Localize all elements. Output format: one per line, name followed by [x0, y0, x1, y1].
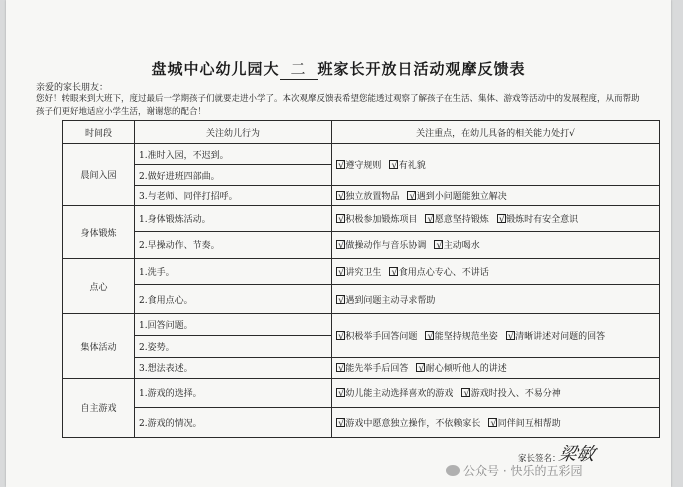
ability-option[interactable]	[407, 189, 506, 202]
ability-label: 能坚持规范坐姿	[434, 332, 498, 343]
ability-label: 耐心倾听他人的讲述	[425, 364, 507, 375]
checkbox[interactable]	[336, 331, 345, 343]
ability-label: 独立放置物品	[345, 192, 400, 203]
period-cell: 集体活动	[63, 314, 135, 379]
checkmark: √	[338, 417, 345, 429]
period-cell: 晨间入园	[63, 144, 135, 206]
ability-label: 食用点心专心、不讲话	[398, 268, 489, 279]
feedback-form-page	[6, 0, 671, 487]
ability-option[interactable]	[336, 189, 399, 202]
greeting: 亲爱的家长朋友：	[36, 83, 109, 93]
behavior-cell: 1.身体锻炼活动。	[135, 206, 332, 232]
ability-option[interactable]	[434, 238, 479, 251]
ability-label: 清晰讲述对问题的回答	[515, 332, 606, 343]
ability-option[interactable]	[488, 416, 560, 429]
ability-option[interactable]	[336, 361, 408, 374]
behavior-cell: 2.游戏的情况。	[135, 407, 332, 437]
ability-option[interactable]	[336, 329, 417, 342]
ability-cell	[332, 285, 660, 314]
checkmark: √	[498, 214, 506, 226]
ability-cell	[332, 314, 660, 357]
ability-option[interactable]	[336, 212, 417, 225]
checkbox[interactable]	[416, 363, 425, 375]
period-cell: 身体锻炼	[63, 206, 135, 258]
ability-label: 游戏中愿意独立操作，不依赖家长	[345, 418, 481, 429]
checkbox[interactable]	[336, 267, 345, 279]
checkbox[interactable]	[336, 240, 345, 252]
ability-label: 同伴间互相帮助	[497, 418, 561, 429]
ability-label: 有礼貌	[398, 161, 426, 172]
checkbox[interactable]	[497, 214, 506, 226]
intro-paragraph: 您好！转眼来到大班下，度过最后一学期孩子们就要走进小学了。本次观摩反馈表希望您能透过观察了解孩子在生活、集体、游戏等活动中的发展程度，从而帮助孩子们更好地适应小学生活，谢谢您的配合！	[36, 94, 640, 117]
behavior-cell: 2.做好进班四部曲。	[135, 165, 332, 186]
ability-label: 能先举手后回答	[345, 364, 409, 375]
checkbox[interactable]	[336, 363, 345, 375]
checkmark: √	[338, 214, 345, 226]
behavior-cell: 3.与老师、同伴打招呼。	[135, 186, 332, 206]
table-row	[63, 314, 660, 335]
signature-label: 家长签名：	[518, 454, 561, 464]
period-cell: 点心	[63, 258, 135, 314]
ability-cell	[332, 206, 660, 232]
ability-cell	[332, 258, 660, 285]
checkmark: √	[338, 160, 345, 172]
ability-label: 积极举手回答问题	[345, 332, 418, 343]
ability-label: 主动喝水	[443, 241, 480, 252]
behavior-cell: 1.准时入园，不迟到。	[135, 144, 332, 165]
ability-label: 遇到小问题能独立解决	[416, 192, 507, 203]
table-row	[63, 407, 660, 437]
ability-label: 遇到问题主动寻求帮助	[345, 295, 436, 306]
checkmark: √	[338, 363, 345, 375]
ability-label: 愿意坚持锻炼	[434, 215, 489, 226]
period-cell: 自主游戏	[63, 378, 135, 437]
behavior-cell: 1.洗手。	[135, 258, 332, 285]
checkbox[interactable]	[407, 191, 416, 203]
ability-option[interactable]	[336, 416, 480, 429]
ability-label: 做操动作与音乐协调	[345, 241, 427, 252]
ability-cell	[332, 231, 660, 258]
checkmark: √	[338, 240, 345, 252]
ability-option[interactable]	[425, 212, 488, 225]
behavior-cell: 1.回答问题。	[135, 314, 332, 335]
ability-option[interactable]	[389, 158, 425, 171]
behavior-cell: 3.想法表述。	[135, 357, 332, 378]
feedback-table	[62, 120, 660, 438]
ability-option[interactable]	[336, 293, 435, 306]
checkbox[interactable]	[389, 267, 398, 279]
checkmark: √	[338, 191, 345, 203]
checkmark: √	[427, 331, 434, 343]
checkbox[interactable]	[425, 331, 434, 343]
behavior-cell: 2.食用点心。	[135, 285, 332, 314]
checkmark: √	[391, 160, 398, 172]
ability-option[interactable]	[497, 212, 578, 225]
checkbox[interactable]	[336, 191, 345, 203]
checkmark: √	[391, 267, 398, 279]
table-row	[63, 285, 660, 314]
ability-option[interactable]	[461, 386, 560, 399]
checkmark: √	[436, 240, 443, 252]
table-row	[63, 206, 660, 232]
checkmark: √	[338, 388, 345, 400]
checkmark: √	[338, 267, 345, 279]
class-number: 二	[280, 58, 318, 80]
checkmark: √	[338, 331, 345, 343]
checkmark: √	[338, 294, 345, 306]
ability-cell	[332, 407, 660, 437]
header-behavior: 关注幼儿行为	[135, 121, 332, 144]
behavior-cell: 1.游戏的选择。	[135, 378, 332, 407]
checkbox[interactable]	[425, 214, 434, 226]
ability-cell	[332, 357, 660, 378]
ability-label: 游戏时投入、不易分神	[470, 389, 561, 400]
checkmark: √	[418, 363, 425, 375]
table-row	[63, 144, 660, 165]
checkmark: √	[427, 214, 434, 226]
ability-option[interactable]	[336, 265, 381, 278]
table-row	[63, 258, 660, 285]
table-row	[63, 231, 660, 258]
ability-label: 锻炼时有安全意识	[506, 215, 579, 226]
ability-label: 积极参加锻炼项目	[345, 215, 418, 226]
checkbox[interactable]	[506, 331, 515, 343]
wechat-icon	[446, 465, 460, 476]
ability-option[interactable]	[336, 158, 381, 171]
header-focus: 关注重点，在幼儿具备的相关能力处打√	[332, 121, 660, 144]
checkmark: √	[409, 191, 416, 203]
checkbox[interactable]	[336, 214, 345, 226]
ability-option[interactable]	[506, 329, 605, 342]
ability-option[interactable]	[389, 265, 488, 278]
checkbox[interactable]	[336, 418, 345, 427]
checkmark: √	[490, 417, 497, 429]
checkbox[interactable]	[434, 240, 443, 252]
ability-option[interactable]	[425, 329, 497, 342]
ability-cell	[332, 378, 660, 407]
checkbox[interactable]	[389, 160, 398, 172]
form-title: 盘城中心幼儿园大 二 班家长开放日活动观摩反馈表	[151, 60, 526, 78]
behavior-cell: 2.早操动作、节奏。	[135, 231, 332, 258]
ability-label: 讲究卫生	[345, 268, 382, 279]
table-row	[63, 186, 660, 206]
ability-option[interactable]	[336, 386, 453, 399]
checkbox[interactable]	[336, 388, 345, 400]
checkmark: √	[507, 331, 515, 343]
parent-signature: 梁敏	[556, 444, 597, 465]
checkbox[interactable]	[336, 295, 345, 304]
ability-option[interactable]	[336, 238, 426, 251]
checkbox[interactable]	[461, 388, 470, 400]
ability-label: 遵守规则	[345, 161, 382, 172]
checkbox[interactable]	[336, 160, 345, 172]
ability-option[interactable]	[416, 361, 506, 374]
watermark: 公众号 · 快乐的五彩园	[446, 462, 582, 479]
behavior-cell: 2.姿势。	[135, 335, 332, 357]
table-row	[63, 357, 660, 378]
checkmark: √	[463, 388, 470, 400]
header-period: 时间段	[63, 121, 135, 144]
ability-label: 幼儿能主动选择喜欢的游戏	[345, 389, 454, 400]
ability-cell	[332, 144, 660, 186]
checkbox[interactable]	[488, 418, 497, 427]
ability-cell	[332, 186, 660, 206]
table-row	[63, 378, 660, 407]
